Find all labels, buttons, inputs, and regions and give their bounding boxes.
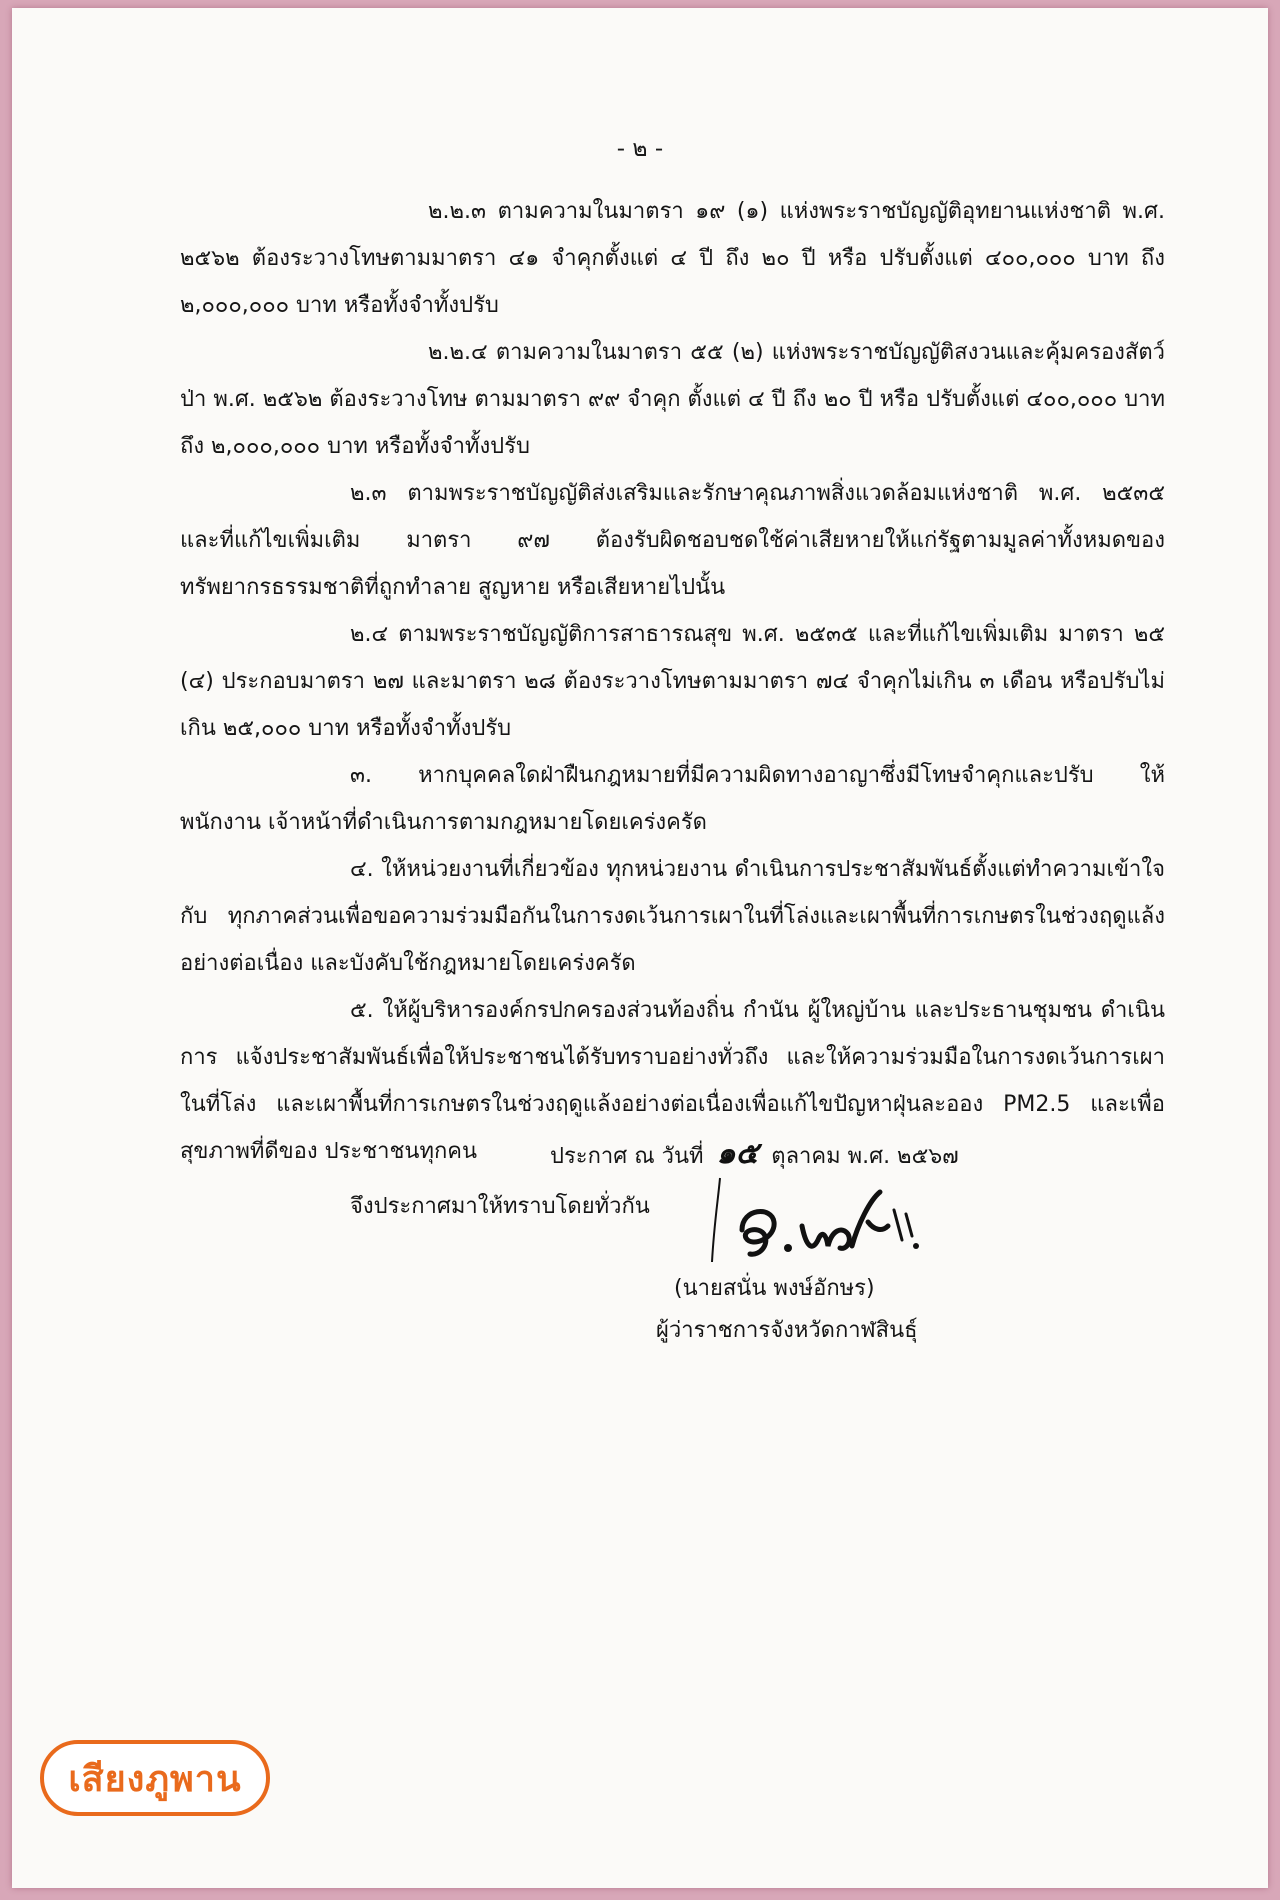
paragraph-2-2-4: ๒.๒.๔ ตามความในมาตรา ๕๕ (๒) แห่งพระราชบัญญัติสงวนและคุ้มครองสัตว์ป่า พ.ศ. ๒๕๖๒ ต้องระวางโทษ ตามมาตรา ๙๙ จำคุก ตั้งแต่ ๔ ปี ถึง ๒๐ ปี หรือ ปรับตั้งแต่ ๔๐๐,๐๐๐ บาท ถึง ๒,๐๐๐,๐๐๐ บาท หรือทั้งจำทั้งปรับ bbox=[180, 340, 1165, 459]
date-suffix: ตุลาคม พ.ศ. ๒๕๖๗ bbox=[771, 1144, 959, 1169]
page-number: - ๒ - bbox=[616, 136, 664, 162]
paragraph-4: ๔. ให้หน่วยงานที่เกี่ยวข้อง ทุกหน่วยงาน ดำเนินการประชาสัมพันธ์ตั้งแต่ทำความเข้าใจกับ ทุกภาคส่วนเพื่อขอความร่วมมือกันในการงดเว้นการเผาในที่โล่งและเผาพื้นที่การเกษตรในช่วงฤดูแล้ง อย่างต่อเนื่อง และบังคับใช้กฎหมายโดยเคร่งครัด bbox=[180, 857, 1165, 976]
signer-title: ผู้ว่าราชการจังหวัดกาฬสินธุ์ bbox=[656, 1318, 918, 1343]
paragraph-3: ๓. หากบุคคลใดฝ่าฝืนกฎหมายที่มีความผิดทางอาญาซึ่งมีโทษจำคุกและปรับ ให้พนักงาน เจ้าหน้าที่ดำเนินการตามกฎหมายโดยเคร่งครัด bbox=[180, 763, 1165, 835]
closing-line: จึงประกาศมาให้ทราบโดยทั่วกัน bbox=[350, 1194, 650, 1219]
document-page bbox=[12, 8, 1268, 1888]
paragraph-2-3: ๒.๓ ตามพระราชบัญญัติส่งเสริมและรักษาคุณภาพสิ่งแวดล้อมแห่งชาติ พ.ศ. ๒๕๓๕ และที่แก้ไขเพิ่มเติม มาตรา ๙๗ ต้องรับผิดชอบชดใช้ค่าเสียหายให้แก่รัฐตามมูลค่าทั้งหมดของ ทรัพยากรธรรมชาติที่ถูกทำลาย สูญหาย หรือเสียหายไปนั้น bbox=[180, 481, 1165, 600]
date-prefix: ประกาศ ณ วันที่ bbox=[550, 1144, 704, 1169]
signature-mark bbox=[702, 1170, 942, 1270]
paragraph-2-2-3: ๒.๒.๓ ตามความในมาตรา ๑๙ (๑) แห่งพระราชบัญญัติอุทยานแห่งชาติ พ.ศ. ๒๕๖๒ ต้องระวางโทษตามมาตรา ๔๑ จำคุกตั้งแต่ ๔ ปี ถึง ๒๐ ปี หรือ ปรับตั้งแต่ ๔๐๐,๐๐๐ บาท ถึง ๒,๐๐๐,๐๐๐ บาท หรือทั้งจำทั้งปรับ bbox=[180, 199, 1165, 318]
watermark-logo: เสียงภูพาน bbox=[40, 1740, 270, 1816]
signer-name: (นายสนั่น พงษ์อักษร) bbox=[674, 1276, 875, 1301]
document-body bbox=[180, 188, 1165, 1230]
paragraph-2-4: ๒.๔ ตามพระราชบัญญัติการสาธารณสุข พ.ศ. ๒๕๓๕ และที่แก้ไขเพิ่มเติม มาตรา ๒๕ (๔) ประกอบมาตรา ๒๗ และมาตรา ๒๘ ต้องระวางโทษตามมาตรา ๗๔ จำคุกไม่เกิน ๓ เดือน หรือปรับไม่เกิน ๒๕,๐๐๐ บาท หรือทั้งจำทั้งปรับ bbox=[180, 622, 1165, 741]
paragraph-5: ๕. ให้ผู้บริหารองค์กรปกครองส่วนท้องถิ่น กำนัน ผู้ใหญ่บ้าน และประธานชุมชน ดำเนินการ แจ้งประชาสัมพันธ์เพื่อให้ประชาชนได้รับทราบอย่างทั่วถึง และให้ความร่วมมือในการงดเว้นการเผาในที่โล่ง และเผาพื้นที่การเกษตรในช่วงฤดูแล้งอย่างต่อเนื่องเพื่อแก้ไขปัญหาฝุ่นละออง PM2.5 และเพื่อสุขภาพที่ดีของ ประชาชนทุกคน bbox=[180, 998, 1165, 1164]
date-day-handwritten: ๑๕ bbox=[716, 1136, 759, 1171]
